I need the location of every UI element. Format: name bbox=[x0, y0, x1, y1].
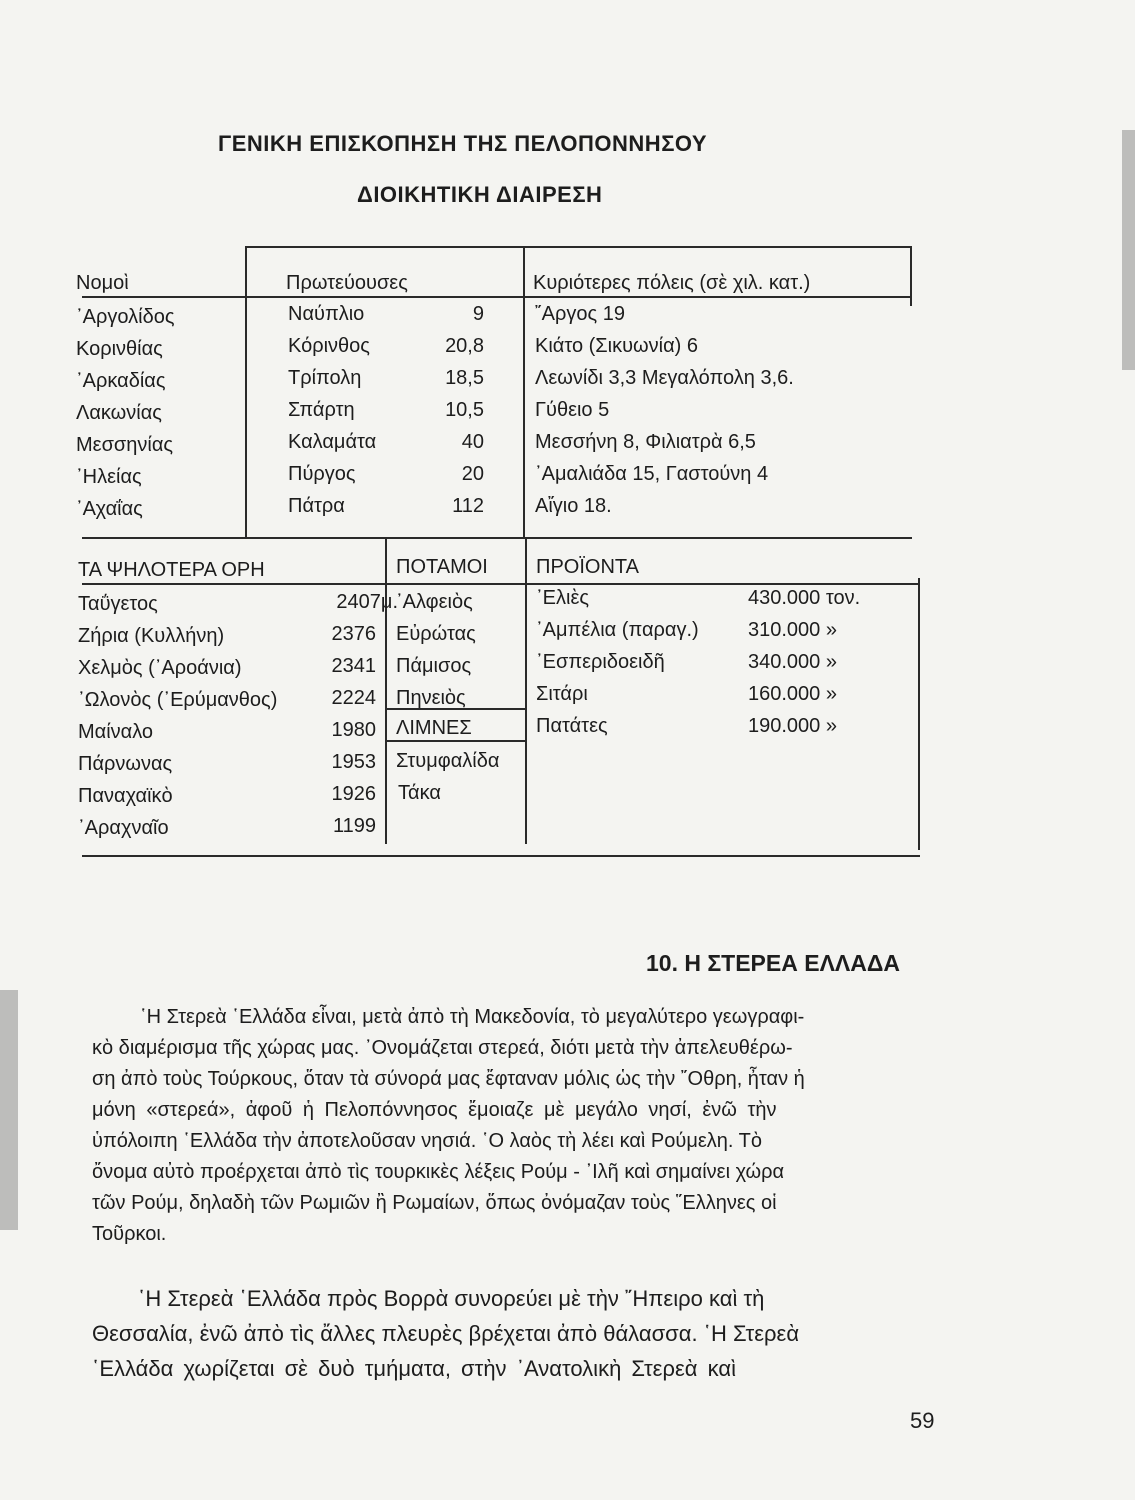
mountain-height: 1980 bbox=[331, 719, 376, 741]
paragraph-line: ῾Ελλάδα χωρίζεται σὲ δυὸ τμήματα, στὴν ᾿Ανατολικὴ Στερεὰ καὶ bbox=[92, 1356, 736, 1381]
capital-name: Σπάρτη bbox=[288, 399, 355, 421]
mountain-height: 1926 bbox=[331, 783, 376, 805]
main-cities: Γύθειο 5 bbox=[535, 399, 610, 421]
capital-population: 20,8 bbox=[445, 335, 484, 357]
prefecture-name: ᾿Αργολίδος bbox=[76, 306, 175, 328]
main-cities: Λεωνίδι 3,3 Μεγαλόπολη 3,6. bbox=[535, 367, 794, 389]
capital-name: Ναύπλιο bbox=[288, 303, 365, 325]
admin-header-capitals: Πρωτεύουσες bbox=[286, 272, 408, 294]
paragraph-line: ση ἀπὸ τοὺς Τούρκους, ὅταν τὰ σύνορά μας ἔφταναν μόλις ὡς τὴν ῎Οθρη, ἦταν ἡ bbox=[92, 1068, 805, 1090]
page-number: 59 bbox=[910, 1408, 935, 1433]
paragraph-1 bbox=[92, 1002, 930, 1250]
paragraph-line: ὑπόλοιπη ῾Ελλάδα τὴν ἀποτελοῦσαν νησιά. ῾Ο λαὸς τὴ λέει καὶ Ρούμελη. Τὸ bbox=[92, 1130, 762, 1152]
product-name: ᾿Εσπεριδοειδῆ bbox=[536, 651, 665, 673]
prefecture-name: ᾿Αχαΐας bbox=[76, 498, 143, 520]
mountains-header: ΤΑ ΨΗΛΟΤΕΡΑ ΟΡΗ bbox=[78, 559, 265, 581]
capital-population: 18,5 bbox=[445, 367, 484, 389]
rivers-header: ΠΟΤΑΜΟΙ bbox=[396, 556, 488, 578]
paragraph-line: Θεσσαλία, ἐνῶ ἀπὸ τὶς ἄλλες πλευρὲς βρέχεται ἀπὸ θάλασσα. ῾Η Στερεὰ bbox=[92, 1321, 800, 1346]
mountain-name: ᾿Ωλονὸς (᾿Ερύμανθος) bbox=[78, 689, 278, 711]
admin-table-divider-1 bbox=[245, 246, 247, 538]
main-cities: Αἴγιο 18. bbox=[535, 495, 612, 517]
product-quantity: 340.000 » bbox=[748, 651, 837, 673]
page-subtitle: ΔΙΟΙΚΗΤΙΚΗ ΔΙΑΙΡΕΣΗ bbox=[357, 182, 603, 207]
product-quantity: 310.000 » bbox=[748, 619, 837, 641]
admin-table-header-rule bbox=[82, 296, 912, 298]
page-title: ΓΕΝΙΚΗ ΕΠΙΣΚΟΠΗΣΗ ΤΗΣ ΠΕΛΟΠΟΝΝΗΣΟΥ bbox=[218, 131, 708, 156]
mountain-height: 1199 bbox=[332, 815, 376, 837]
lakes-header: ΛΙΜΝΕΣ bbox=[396, 717, 472, 739]
lake-name: Στυμφαλίδα bbox=[396, 750, 500, 772]
capital-population: 20 bbox=[461, 463, 484, 485]
paragraph-line: ῾Η Στερεὰ ῾Ελλάδα εἶναι, μετὰ ἀπὸ τὴ Μακεδονία, τὸ μεγαλύτερο γεωγραφι- bbox=[140, 1006, 805, 1028]
geo-header-rule bbox=[82, 583, 920, 585]
admin-header-prefectures: Νομοὶ bbox=[76, 272, 129, 294]
mountain-name: ᾿Αραχναῖο bbox=[78, 817, 169, 839]
mountain-name: Πάρνωνας bbox=[78, 753, 173, 775]
product-name: Σιτάρι bbox=[536, 683, 588, 705]
river-name: Πάμισος bbox=[396, 655, 472, 677]
paragraph-line: μόνη «στερεά», ἀφοῦ ἡ Πελοπόννησος ἔμοιαζε μὲ μεγάλο νησί, ἐνῶ τὴν bbox=[92, 1099, 777, 1121]
paragraph-line: ὄνομα αὐτὸ προέρχεται ἀπὸ τὶς τουρκικὲς λέξεις Ρούμ - ᾿Ιλῆ καὶ σημαίνει χώρα bbox=[92, 1161, 785, 1183]
capital-name: Πύργος bbox=[288, 463, 356, 485]
mountain-height: 1953 bbox=[331, 751, 376, 773]
product-quantity: 160.000 » bbox=[748, 683, 837, 705]
paragraph-line: ῾Η Στερεὰ ῾Ελλάδα πρὸς Βορρὰ συνορεύει μὲ τὴν ῎Ηπειρο καὶ τὴ bbox=[138, 1286, 765, 1311]
mountain-height: 2407μ. bbox=[336, 591, 398, 613]
paragraph-line: τῶν Ρούμ, δηλαδὴ τῶν Ρωμιῶν ἢ Ρωμαίων, ὅπως ὀνόμαζαν τοὺς ῞Ελληνες οἱ bbox=[92, 1192, 777, 1214]
product-name: ᾿Ελιὲς bbox=[536, 587, 589, 609]
river-name: Εὐρώτας bbox=[396, 623, 476, 645]
admin-table-divider-3 bbox=[910, 246, 912, 306]
product-name: Πατάτες bbox=[536, 715, 608, 737]
capital-name: Κόρινθος bbox=[288, 335, 370, 357]
capital-population: 112 bbox=[452, 495, 484, 517]
river-name: Πηνειὸς bbox=[396, 687, 466, 709]
main-cities: ᾿Αμαλιάδα 15, Γαστούνη 4 bbox=[535, 463, 769, 485]
left-scan-edge bbox=[0, 990, 18, 1230]
product-quantity: 190.000 » bbox=[748, 715, 837, 737]
mountain-height: 2376 bbox=[331, 623, 376, 645]
mountain-name: Χελμὸς (᾿Αροάνια) bbox=[78, 657, 242, 679]
mountain-height: 2341 bbox=[331, 655, 376, 677]
product-name: ᾿Αμπέλια (παραγ.) bbox=[536, 619, 699, 641]
mountain-name: Ζήρια (Κυλλήνη) bbox=[78, 625, 225, 647]
lake-name: Τάκα bbox=[398, 782, 441, 804]
admin-table-top-rule bbox=[245, 246, 910, 248]
capital-name: Καλαμάτα bbox=[288, 431, 377, 453]
mountain-height: 2224 bbox=[331, 687, 376, 709]
capital-population: 10,5 bbox=[445, 399, 484, 421]
mountain-name: Παναχαϊκὸ bbox=[78, 785, 173, 807]
products-header: ΠΡΟΪΟΝΤΑ bbox=[536, 556, 639, 578]
main-cities: ῎Αργος 19 bbox=[535, 303, 625, 325]
section-heading: 10. Η ΣΤΕΡΕΑ ΕΛΛΑΔΑ bbox=[646, 950, 901, 976]
river-name: ᾿Αλφειὸς bbox=[396, 591, 473, 613]
geo-bottom-rule bbox=[82, 855, 920, 857]
mountain-name: Ταΰγετος bbox=[78, 593, 158, 615]
capital-population: 40 bbox=[461, 431, 484, 453]
main-cities: Κιάτο (Σικυωνία) 6 bbox=[535, 335, 699, 357]
prefecture-name: Λακωνίας bbox=[76, 402, 162, 424]
paragraph-line: Τοῦρκοι. bbox=[92, 1223, 167, 1245]
admin-table-divider-2 bbox=[523, 246, 525, 538]
prefecture-name: Κορινθίας bbox=[76, 338, 163, 360]
paragraph-2 bbox=[92, 1281, 930, 1386]
right-scan-edge bbox=[1122, 130, 1135, 370]
mountain-name: Μαίναλο bbox=[78, 721, 154, 743]
admin-header-cities: Κυριότερες πόλεις (σὲ χιλ. κατ.) bbox=[533, 272, 811, 294]
geo-divider-right bbox=[918, 578, 920, 850]
capital-name: Τρίπολη bbox=[288, 367, 362, 389]
product-quantity: 430.000 τον. bbox=[748, 587, 861, 609]
capital-population: 9 bbox=[472, 303, 484, 325]
prefecture-name: Μεσσηνίας bbox=[76, 434, 174, 456]
capital-name: Πάτρα bbox=[288, 495, 345, 517]
main-cities: Μεσσήνη 8, Φιλιατρὰ 6,5 bbox=[535, 431, 756, 453]
paragraph-line: κὸ διαμέρισμα τῆς χώρας μας. ᾿Ονομάζεται στερεά, διότι μετὰ τὴν ἀπελευθέρω- bbox=[92, 1037, 793, 1059]
prefecture-name: ᾿Ηλείας bbox=[76, 466, 142, 488]
admin-table-bottom-rule bbox=[82, 537, 912, 539]
lakes-header-rule bbox=[386, 740, 526, 742]
prefecture-name: ᾿Αρκαδίας bbox=[76, 370, 166, 392]
